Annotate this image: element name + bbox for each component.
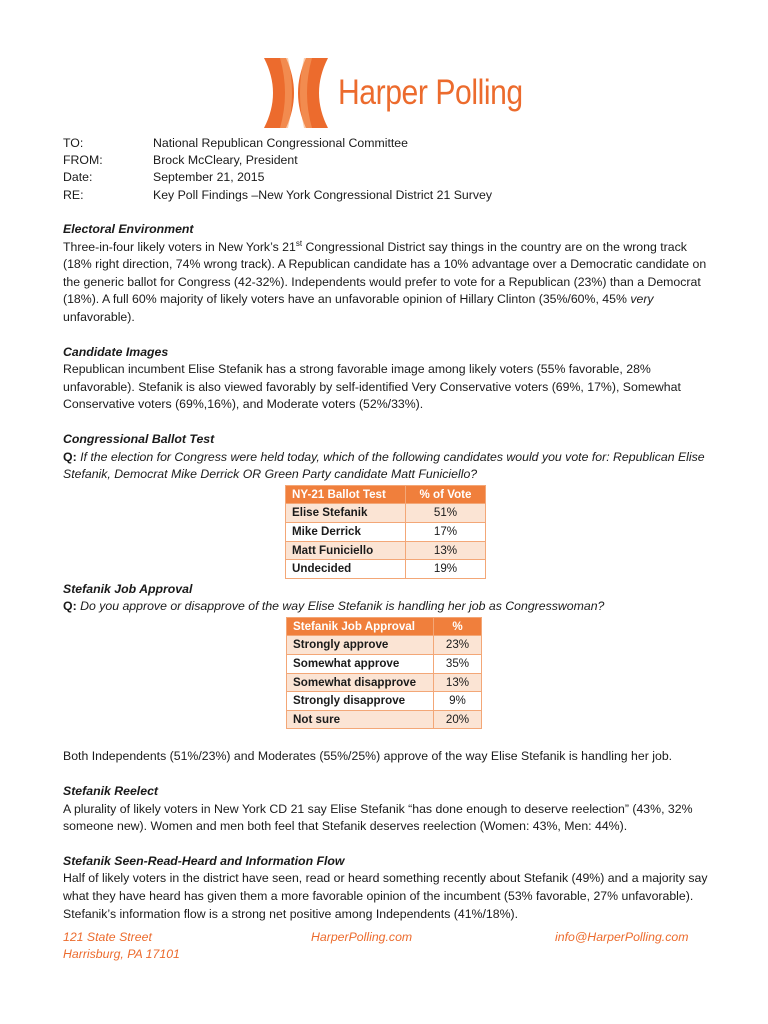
address-line-1: 121 State Street — [63, 930, 152, 944]
harper-polling-mark-icon — [262, 58, 330, 128]
section-heading-seen-read-heard: Stefanik Seen-Read-Heard and Information Flow — [63, 853, 345, 868]
table-row — [286, 541, 486, 560]
table-header-cell: % — [434, 617, 482, 636]
table-header-row — [287, 617, 482, 636]
table-row — [287, 692, 482, 711]
table-cell-label: Matt Funiciello — [286, 541, 406, 560]
memo-key: TO: — [63, 136, 84, 150]
memo-row-date — [63, 169, 492, 186]
harper-polling-logo — [262, 58, 553, 128]
footer-email-link[interactable]: info@HarperPolling.com — [555, 930, 689, 944]
table-cell-label: Strongly disapprove — [287, 692, 434, 711]
table-cell-label: Mike Derrick — [286, 522, 406, 541]
table-cell-value: 20% — [434, 710, 482, 729]
reelect-paragraph: A plurality of likely voters in New York CD 21 say Elise Stefanik “has done enough to deserve reelection” (43%, 32% someone new). Women and men both feel that Stefanik deserves reelection (Women: 43%, Men: 44%). — [63, 801, 693, 834]
electoral-environment-paragraph — [63, 239, 711, 327]
table-row — [287, 655, 482, 674]
table-cell-value: 35% — [434, 655, 482, 674]
memo-value: September 21, 2015 — [153, 170, 265, 185]
table-row — [287, 636, 482, 655]
table-cell-label: Strongly approve — [287, 636, 434, 655]
footer-address — [63, 929, 180, 963]
table-cell-label: Somewhat disapprove — [287, 673, 434, 692]
emphasis-very: very — [630, 292, 654, 307]
footer-website-link[interactable]: HarperPolling.com — [311, 930, 413, 944]
table-cell-value: 19% — [406, 560, 486, 579]
ordinal-suffix: st — [295, 238, 303, 248]
table-header-row — [286, 485, 486, 504]
electoral-text-3: unfavorable). — [63, 309, 135, 324]
table-cell-value: 51% — [406, 504, 486, 523]
candidate-images-paragraph: Republican incumbent Elise Stefanik has a strong favorable image among likely voters (55% favorable, 28% unfavorable). Stefanik is also viewed favorably by self-identified Very Conservative voters (69%, 17%), Somewhat Conservative voters (69%,16%), and Moderate voters (52%/33%). — [63, 362, 681, 412]
memo-value: National Republican Congressional Committee — [153, 136, 408, 150]
brand-name: Harper Polling — [338, 73, 523, 112]
memo-key: RE: — [63, 187, 84, 202]
section-heading-electoral-environment: Electoral Environment — [63, 222, 194, 236]
table-cell-value: 9% — [434, 692, 482, 711]
memo-value: Brock McCleary, President — [153, 153, 298, 168]
section-heading-candidate-images: Candidate Images — [63, 344, 169, 359]
approval-question — [63, 598, 711, 616]
question-label: Q: — [63, 449, 77, 464]
table-header-cell: Stefanik Job Approval — [287, 617, 434, 636]
section-heading-job-approval: Stefanik Job Approval — [63, 581, 193, 596]
address-line-2: Harrisburg, PA 17101 — [63, 947, 180, 961]
table-row — [287, 710, 482, 729]
table-row — [286, 560, 486, 579]
memo-row-re — [63, 187, 492, 204]
memo-body — [63, 221, 711, 923]
ballot-test-table — [285, 485, 486, 579]
table-header-cell: % of Vote — [406, 485, 486, 504]
table-cell-value: 17% — [406, 522, 486, 541]
table-row — [286, 522, 486, 541]
table-row — [287, 673, 482, 692]
memo-key: FROM: — [63, 153, 103, 168]
table-row — [286, 504, 486, 523]
memo-key: Date: — [63, 170, 93, 185]
electoral-text-2: Congressional District say things in the country are on the wrong track (18% right direction, 74% wrong track). A Republican candidate has a 10% advantage over a Democratic candidate on the generic ballot for Congress (42-32%). Independents would prefer to vote for a Republican (23%) than a Democrat (18%). A full 60% majority of likely voters have an unfavorable opinion of Hillary Clinton (35%/60%, 45% — [63, 239, 707, 307]
table-cell-value: 13% — [406, 541, 486, 560]
ballot-question-text: If the election for Congress were held today, which of the following candidates would you vote for: Republican Elise Stefanik, Democrat Mike Derrick OR Green Party candidate Matt Funiciello? — [63, 449, 705, 482]
approval-followup-paragraph: Both Independents (51%/23%) and Moderates (55%/25%) approve of the way Elise Stefanik is handling her job. — [63, 749, 673, 764]
ballot-question — [63, 449, 711, 484]
job-approval-table — [286, 617, 482, 730]
table-cell-label: Somewhat approve — [287, 655, 434, 674]
seen-read-heard-paragraph: Half of likely voters in the district have seen, read or heard something recently about Stefanik (49%) and a majority say what they have heard has given them a more favorable opinion of the incumbent (53% favorable, 27% unfavorable). Stefanik’s information flow is a strong net positive among Independents (41%/18%). — [63, 871, 708, 921]
memo-header — [63, 135, 492, 204]
approval-question-text: Do you approve or disapprove of the way Elise Stefanik is handling her job as Congresswoman? — [76, 599, 605, 614]
memo-value: Key Poll Findings –New York Congressional District 21 Survey — [153, 187, 493, 202]
table-cell-value: 13% — [434, 673, 482, 692]
electoral-text-1: Three-in-four likely voters in New York’s 21 — [63, 239, 296, 254]
section-heading-ballot-test: Congressional Ballot Test — [63, 431, 215, 446]
table-cell-value: 23% — [434, 636, 482, 655]
section-heading-reelect: Stefanik Reelect — [63, 784, 159, 799]
table-cell-label: Not sure — [287, 710, 434, 729]
table-header-cell: NY-21 Ballot Test — [286, 485, 406, 504]
table-cell-label: Elise Stefanik — [286, 504, 406, 523]
memo-row-to — [63, 135, 492, 152]
question-label: Q: — [63, 599, 77, 614]
memo-row-from — [63, 152, 492, 169]
table-cell-label: Undecided — [286, 560, 406, 579]
